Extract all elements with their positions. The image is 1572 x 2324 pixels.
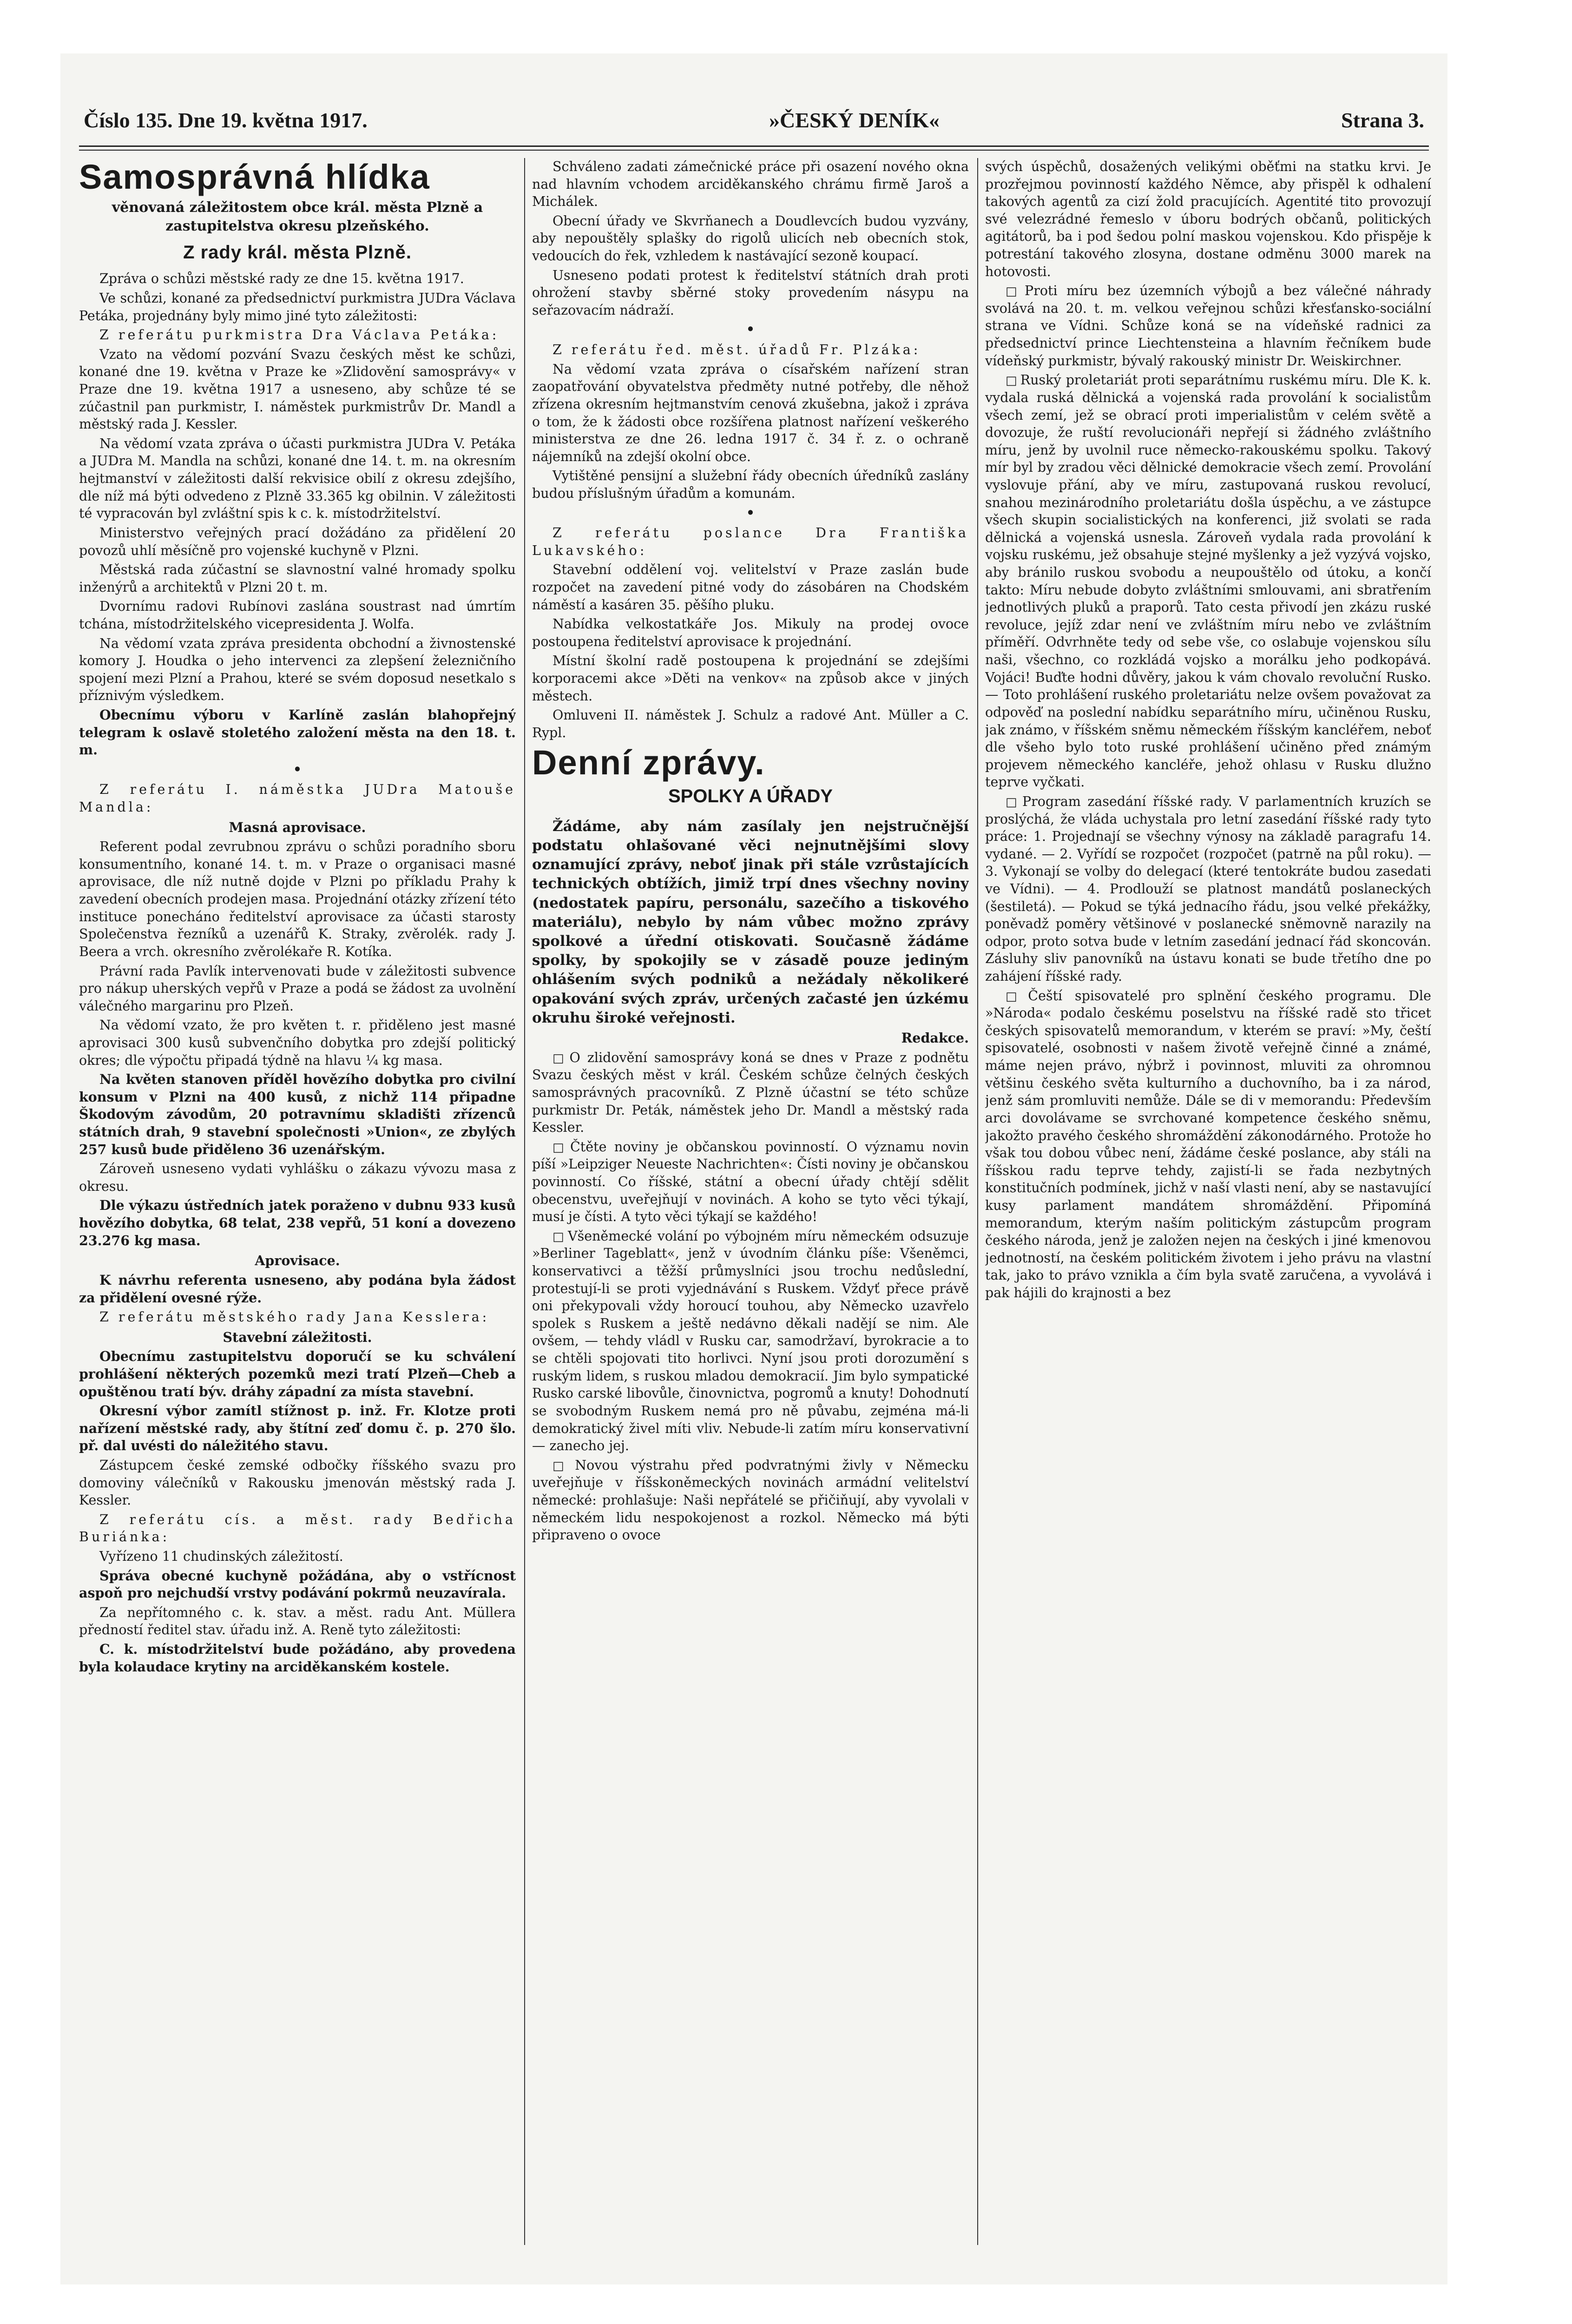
paragraph: Vyřízeno 11 chudinských záležitostí. xyxy=(99,1549,343,1565)
square-bullet-icon: □ xyxy=(553,1229,565,1244)
paragraph: Usneseno podati protest k ředitelství státních drah proti ohrožení stavby sběrné stoky provedením násypu na seřazovacím nádraží. xyxy=(532,267,969,318)
paragraph: Obecní úřady ve Skvrňanech a Doudlevcích budou vyzvány, aby nepouštěly splašky do rigolů ulicích neb obecních stok, vedoucích do řek, vzhledem k nastávající sezoně koupací. xyxy=(532,213,969,264)
news-item: □ Čtěte noviny je občanskou povinností. O významu novin píší »Leipziger Neueste Nachrichten«: Čísti noviny je občanskou povinností. Co říšské, státní a obecní úřady chtějí sdělit obecenstvu, uveřejňují v novinách. A koho se tyto věci týkají, musí je čísti. A tyto věci týkají se každého! xyxy=(532,1139,969,1225)
page-number: Strana 3. xyxy=(1341,108,1424,132)
referat-title: Z referátu řed. měst. úřadů Fr. Plzáka: xyxy=(553,342,921,358)
paragraph: K návrhu referenta usneseno, aby podána byla žádost za přidělení ovesné rýže. xyxy=(79,1272,516,1306)
issue-date: Číslo 135. Dne 19. května 1917. xyxy=(84,108,368,132)
paragraph: Nabídka velkostatkáře Jos. Mikuly na prodej ovoce postoupena ředitelství aprovisace k projednání. xyxy=(532,616,969,649)
paragraph: Okresní výbor zamítl stížnost p. inž. Fr. Klotze proti nařízení městské rady, aby štítní zeď domu č. p. 270 šlo. př. dal uvésti do náležitého stavu. xyxy=(79,1403,516,1454)
paragraph: Zpráva o schůzi městské rady ze dne 15. května 1917. xyxy=(99,271,464,287)
header-rule xyxy=(79,145,1429,151)
news-item: □ O zlidovění samosprávy koná se dnes v Praze z podnětu Svazu českých měst v král. Českém schůze čelných českých samosprávných pracovníků. Z Plzně účastní se této schůze purkmistr Dr. Peták, náměstek jeho Dr. Mandl a městský rada Kessler. xyxy=(532,1050,969,1136)
paragraph: Ve schůzi, konané za předsednictví purkmistra JUDra Václava Petáka, projednány byly mimo jiné tyto záležitosti: xyxy=(79,290,516,324)
paragraph: Na vědomí vzato, že pro květen t. r. přiděleno jest masné aprovisaci 300 kusů subvenčního dobytka pro zdejší politický okres; dle výpočtu připadá týdně na hlavu ¼ kg masa. xyxy=(79,1017,516,1068)
paragraph: Ministerstvo veřejných prací dožádáno za přidělení 20 povozů uhlí měsíčně pro vojenské kuchyně v Plzni. xyxy=(79,525,516,558)
news-item: □ Program zasedání říšské rady. V parlamentních kruzích se proslýchá, že vláda uchystala pro letní zasedání říšské rady tyto práce: 1. Projednají se všechny výnosy na základě paragrafu 14. vydané. — 2. Vyřídí se rozpočet (rozpočet (patrně na půl roku). — 3. Vykonají se volby do delegací (které tentokráte budou zasedati ve Vídni). — 4. Prodlouží se platnost mandátů poslaneckých (šestiletá). — Pokud se týká jednacího řádu, jsou velké překážky, poněvadž poměry většinové v poslanecké sněmovně narazily na odpor, proto sotva bude v letním zasedání jednací řád skoncován. Zásluhy sliv panovníků na ústavu konati se bude třetího dne po zahájení říšské rady. xyxy=(985,793,1431,984)
paper-title: »ČESKÝ DENÍK« xyxy=(769,108,940,132)
paragraph: Místní školní radě postoupena k projednání se zdejšími korporacemi akce »Děti na venkov« na způsob akce v jiných městech. xyxy=(532,653,969,704)
paragraph: Správa obecné kuchyně požádána, aby o vstřícnost aspoň pro nejchudší vrstvy podávání pokrmů neuzavírala. xyxy=(79,1567,516,1601)
paragraph: Dle výkazu ústředních jatek poraženo v dubnu 933 kusů hovězího dobytka, 68 telat, 238 vepřů, 51 koní a dovezeno 23.276 kg masa. xyxy=(79,1197,516,1248)
square-bullet-icon: □ xyxy=(1006,374,1018,388)
square-bullet-icon: □ xyxy=(553,1140,567,1155)
square-bullet-icon: □ xyxy=(1006,989,1026,1004)
square-bullet-icon: □ xyxy=(1006,284,1022,299)
news-item: □ Novou výstrahu před podvratnými živly v Německu uveřejňuje v říšskoněmeckých novinách armádní velitelství německé: prohlašuje: Naši nepřátelé se přičiňují, aby vyvolali v německém lidu nespokojenost a rozkol. Německo má býti připraveno o ovoce xyxy=(532,1457,969,1543)
column-3 xyxy=(985,158,1431,2254)
paragraph: Referent podal zevrubnou zprávu o schůzi poradního sboru konsumentního, konané 14. t. m. v Praze o organisaci masné aprovisace, dle níž nutně dojde v Plzni po příkladu Prahy k zavedení obecních prodejen masa. Projednání otázky zřízení této instituce ponecháno ředitelství aprovisace za účasti starosty Společenstva řezníků a uzenářů K. Straky, zvěrolék. rady J. Beera a vrch. okresního zvěrolékaře R. Kotíka. xyxy=(79,839,516,959)
section-masthead: Samosprávná hlídka xyxy=(79,158,430,196)
column-2 xyxy=(532,158,969,2254)
separator-dot: • xyxy=(746,504,755,521)
column-divider xyxy=(977,158,978,2245)
page-header xyxy=(84,91,1424,132)
paragraph: Vzato na vědomí pozvání Svazu českých měst ke schůzi, konané dne 19. května v Praze ke »Zlidovění samosprávy« v Praze dne 19. května 1917 a usneseno, aby schůze té se zúčastnil pan purkmistr, I. náměstek purkmistrův Dr. Mandl a městský rada J. Kessler. xyxy=(79,346,516,432)
paragraph: Právní rada Pavlík intervenovati bude v záležitosti subvence pro nákup uherských vepřů v Praze a podá se žádost za uvolnění válečného margarinu pro Plzeň. xyxy=(79,963,516,1014)
editorial-notice: Žádáme, aby nám zasílaly jen nejstručnější podstatu ohlašované věci nejnutnějšími slovy oznamující zprávy, neboť jinak při stále vzrůstajících technických obtížích, jimiž trpí dnes všechny noviny (nedostatek papíru, personálu, sazečího a tiskového materiálu), nebylo by nám vůbec možno zprávy spolkové a úřední otiskovati. Současně žádáme spolky, by spokojily se v zásadě pouze jediným ohlášením svých podniků a nežádaly několikeré opakování svých zpráv, určených začasté jen úzkému okruhu široké veřejnosti. xyxy=(532,818,969,1026)
referat-title: Z referátu městského rady Jana Kesslera: xyxy=(99,1309,490,1325)
separator-dot: • xyxy=(746,321,755,337)
news-item: □ Čeští spisovatelé pro splnění českého programu. Dle »Národa« podalo českému poselstvu na říšské radě sto třicet českých spisovatelů memorandum, v kterém se praví: »My, čeští spisovatelé, osobnosti v našem životě veřejně činné a známé, máme nejen právo, nýbrž i povinnost, mluviti za ohromnou většinu českého světa kulturního a duchovního, ba i za národ, jenž sám promluviti nemůže. Dále se di v memorandu: Především arci dovolávame se svrchované kompetence českého sněmu, jakožto pravého českého shromáždění zákonodárného. Protože ho však tou dobou vůbec není, žádáme české poslance, aby stáli na říšskou radu teprve tehdy, zajistí-li se řada nezbytných konstitučních podmínek, jichž v naší vlasti není, aby se nastavující kusy parlament mandátem shromáždění. Připomíná memorandum, kterým naším politickým zástupcům program českého národa, jenž je založen nejen na českých i jiné kmenovou jednotností, na českém politickém životem i jeho právu na vlastní tak, jako to právo vznikla a čím byla svatě zaručena, a vyvolává i pak hájili do krajnosti a bez xyxy=(985,988,1431,1301)
paragraph: Obecnímu výboru v Karlíně zaslán blahopřejný telegram k oslavě stoletého založení města na den 18. t. m. xyxy=(79,707,516,758)
referat-title: Z referátu cís. a měst. rady Bedřicha Buriánka: xyxy=(79,1512,516,1545)
masthead-subtitle: věnovaná záležitostem obce král. města Plzně a zastupitelstva okresu plzeňského. xyxy=(112,199,483,234)
referat-title: Z referátu poslance Dra Františka Lukavského: xyxy=(532,525,969,558)
square-bullet-icon: □ xyxy=(1006,795,1019,809)
newspaper-page xyxy=(60,53,1447,2284)
section-title: Z rady král. města Plzně. xyxy=(183,242,412,263)
news-item: □ Všeněmecké volání po výbojném míru německém odsuzuje »Berliner Tageblatt«, jenž v úvodním článku píše: Všeněmci, konservativci a těžší průmyslníci jsou trochu nedůslední, protestují-li se proti vyjednávání s Ruskem. Vždyť přece právě oni překypovali vždy horoucí touhou, aby Německo uzavřelo spolek s Ruskem a ještě nedávno děkali nadějí se nim. Ale ovšem, — tehdy vládl v Rusku car, samodržaví, byrokracie a to se chtěli spojovati tito horlivci. Nyní jsou proti dorozumění s ruským lidem, s ruskou mladou demokracií. Jim bylo sympatické Rusko carské libovůle, činovnictva, pogromů a knuty! Dohodnutí se svobodným Ruskem nemá pro ně půvabu, zejména má-li demokratický živel míti vliv. Nebude-li zatím míru konservativní — zanecho jej. xyxy=(532,1228,969,1454)
column-1 xyxy=(79,158,516,2254)
paragraph: Na vědomí vzata zpráva presidenta obchodní a živnostenské komory J. Houdka o jeho intervenci za zlepšení železničního spojení mezi Plzní a Prahou, které se svém doposud nesetkalo s příznivým výsledkem. xyxy=(79,635,516,704)
referat-title: Z referátu I. náměstka JUDra Matouše Mandla: xyxy=(79,782,516,815)
section-masthead: Denní zprávy. xyxy=(532,743,765,782)
paragraph: Obecnímu zastupitelstvu doporučí se ku schválení prohlášení některých pozemků mezi tratí Plzeň—Cheb a opuštěnou tratí býv. dráhy západní za místa stavební. xyxy=(79,1348,516,1400)
square-bullet-icon: □ xyxy=(553,1459,572,1473)
square-bullet-icon: □ xyxy=(553,1051,567,1065)
paragraph: Na vědomí vzata zpráva o účasti purkmistra JUDra V. Petáka a JUDra M. Mandla na schůzi, konané dne 14. t. m. na okresním hejtmanství v záležitosti další rekvisice obilí z okresu zdejšího, dle níž má býti odvedeno z Plzně 33.365 kg obilnin. V záležitosti té vypracován byl zvláštní spis k c. k. místodržitelství. xyxy=(79,436,516,522)
separator-dot: • xyxy=(293,761,302,777)
paragraph: Městská rada zúčastní se slavnostní valné hromady spolku inženýrů a architektů v Plzni 20 t. m. xyxy=(79,562,516,595)
paragraph: C. k. místodržitelství bude požádáno, aby provedena byla kolaudace krytiny na arciděkanském kostele. xyxy=(79,1641,516,1675)
news-item: □ Proti míru bez územních výbojů a bez válečné náhrady svolává na 20. t. m. velkou veřejnou schůzi křesťansko-sociální strana ve Vídni. Schůze koná se na vídeňské radnici za předsednictví prince Liechtensteina a hlavním řečníkem bude vídeňský purkmistr, bývalý rakouský ministr Dr. Weiskirchner. xyxy=(985,283,1431,369)
paragraph: Na květen stanoven příděl hovězího dobytka pro civilní konsum v Plzni na 400 kusů, z nichž 114 připadne Škodovým závodům, 20 potravnímu skladišti zřízenců státních drah, 9 stavební společnosti »Union«, ze zbylých 257 kusů bude přiděleno 36 uzenářským. xyxy=(79,1071,516,1157)
paragraph: Omluveni II. náměstek J. Schulz a radové Ant. Müller a C. Rypl. xyxy=(532,707,969,740)
column-divider xyxy=(524,158,525,2245)
paragraph: Na vědomí vzata zpráva o císařském nařízení stran zaopatřování obyvatelstva předměty nutné potřeby, dle něhož zřízena okresním hejtmanstvím cenová zkušebna, jakož i zpráva o tom, že k žádosti obce rozšířena platnost nařízení veškerého ministerstva ze dne 26. ledna 1917 č. 34 ř. z. o ochraně nájemníků na zdejší okolní obce. xyxy=(532,361,969,464)
paragraph: Dvornímu radovi Rubínovi zaslána soustrast nad úmrtím tchána, místodržitelského vicepresidenta J. Wolfa. xyxy=(79,599,516,632)
notice-signature: Redakce. xyxy=(901,1030,969,1046)
referat-subtitle: Masná aprovisace. xyxy=(229,819,366,835)
news-item: □ Ruský proletariát proti separátnímu ruskému míru. Dle K. k. vydala ruská dělnická a vojenská rada provolání k socialistům všech zemí, jež se obrací proti imperialistům v celém světě a dovozuje, že ruští revolucionáři nepřejí si žádného zvláštního míru, jenž by uvolnil ruce německo-rakouskému spolku. Takový mír byl by zradou věci dělnické demokracie všech zemí. Provolání vyslovuje přání, aby ve míru, zastupovaná ruskou revolucí, snahou mezinárodního proletariátu došla úspěchu, a ve zástupce všech skupin socialistických na konferenci, již svolati se rada dělnická a vojenská usnesla. Zároveň vydala rada provolání k vojsku ruskému, jež obsahuje stejné myšlenky a jež vyzývá vojsko, aby bránilo ruskou svobodu a neupouštělo od útoku, a končí takto: Míru nebude dobyto zvláštními smlouvami, ani sbratřením jednotlivých pluků a praporů. Tato cesta přivodí jen zkázu ruské revoluce, jejíž zdar není ve zvláštním míru nebo ve zvláštním příměří. Odvrhněte tedy od sebe vše, co oslabuje vojenskou sílu naši, všechno, co rozkládá vojsko a morálku jeho podkopává. Vojáci! Buďte hodni důvěry, jakou k vám chovalo revoluční Rusko. — Toto prohlášení ruského proletariátu nelze ovšem považovat za odpověď na poslední nabídku separátního míru, učiněnou Rusku, jak známo, v říšském sněmu německém říšským kancléřem, neboť dle všeho bylo toto ruské prohlášení učiněno před známým projevem německého kancléře, jehož ohlasu v Rusku dlužno teprve vyčkati. xyxy=(985,372,1431,790)
paragraph: Schváleno zadati zámečnické práce při osazení nového okna nad hlavním vchodem arciděkanského chrámu firmě Jaroš a Michálek. xyxy=(532,159,969,210)
paragraph: Vytištěné pensijní a služební řády obecních úředníků zaslány budou příslušným úřadům a komunám. xyxy=(532,468,969,501)
continued-paragraph: svých úspěchů, dosažených velikými oběťmi na statku krvi. Je prozřejmou povinností každého Němce, aby přispěl k odhalení takových agentů za cizí žold pracujících. Agentité tito provozují své velezrádné řemeslo v úboru bodrých občanů, politických agitátorů, ba i pod šedou polní maskou vojenskou. Kdo přispěje k potrestání takového zlosyna, dostane odměnu 3000 marek na hotovosti. xyxy=(985,159,1431,279)
referat-subtitle: Aprovisace. xyxy=(255,1253,340,1269)
paragraph: Zástupcem české zemské odbočky říšského svazu pro domoviny válečníků v Rakousku jmenován městský rada J. Kessler. xyxy=(79,1457,516,1508)
section-subheading: SPOLKY A ÚŘADY xyxy=(668,786,833,806)
paragraph: Za nepřítomného c. k. stav. a měst. radu Ant. Müllera předností ředitel stav. úřadu inž. A. Reně tyto záležitosti: xyxy=(79,1604,516,1638)
paragraph: Z referátu purkmistra Dra Václava Petáka: xyxy=(99,327,500,343)
paragraph: Zároveň usneseno vydati vyhlášku o zákazu vývozu masa z okresu. xyxy=(79,1161,516,1194)
paragraph: Stavební oddělení voj. velitelství v Praze zaslán bude rozpočet na zavedení pitné vody do zásobáren na Chodském náměstí a kasáren 35. pěšího pluku. xyxy=(532,562,969,613)
referat-subtitle: Stavební záležitosti. xyxy=(223,1329,372,1345)
